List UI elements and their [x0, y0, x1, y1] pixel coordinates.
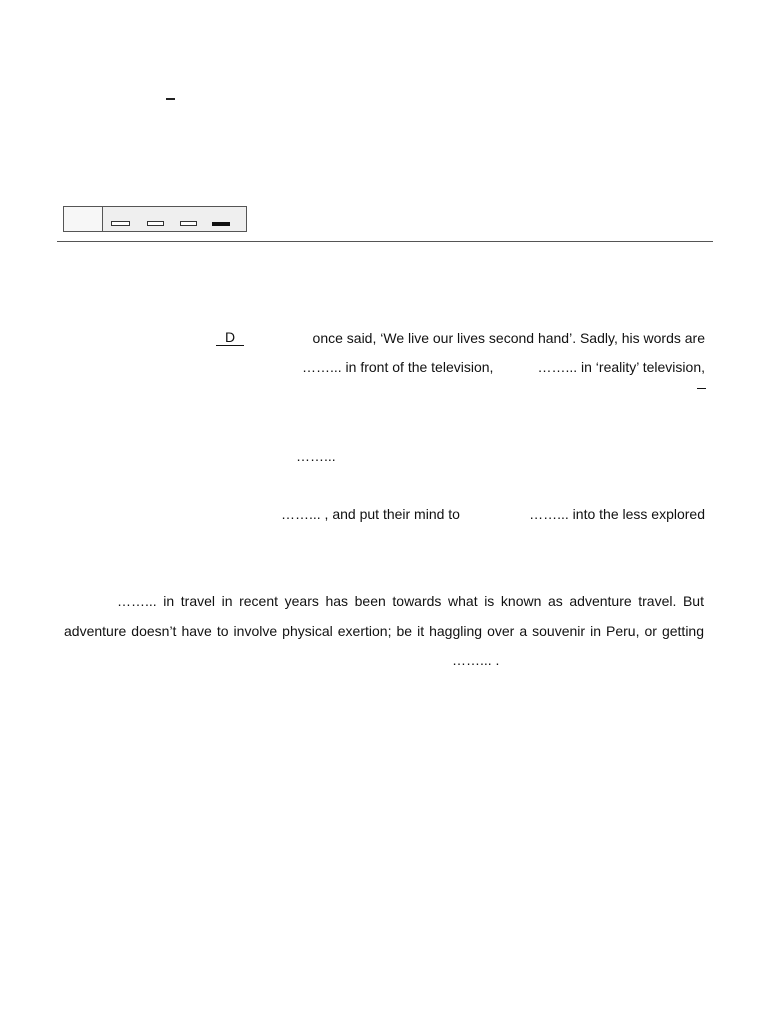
para3-gap2: ……... into the less explored [529, 506, 705, 522]
para1-gap2: ……... in ‘reality’ television, [537, 359, 705, 375]
outline-bar-icon [180, 221, 197, 226]
para4-gap: ……... . [452, 652, 500, 668]
outline-bar-icon [111, 221, 130, 226]
outline-bar-icon [147, 221, 164, 226]
para1-gap1: ……... in front of the television, [302, 359, 494, 375]
heading-dash [166, 98, 175, 100]
level-indicator [63, 206, 247, 232]
para2-gap: ……... [296, 448, 336, 464]
para1-dash [697, 388, 706, 389]
para4-line2: adventure doesn’t have to involve physical exertion; be it haggling over a souvenir in Peru, or getting [64, 623, 704, 639]
para4-line1: ……... in travel in recent years has been towards what is known as adventure travel. But [117, 593, 704, 609]
section-divider [57, 241, 713, 242]
example-answer: D [216, 330, 244, 346]
blank-box-icon [64, 207, 103, 231]
filled-bar-icon [212, 222, 230, 226]
para1-line1: once said, ‘We live our lives second hand’. Sadly, his words are [312, 330, 705, 346]
para3-gap1: ……... , and put their mind to [281, 506, 460, 522]
